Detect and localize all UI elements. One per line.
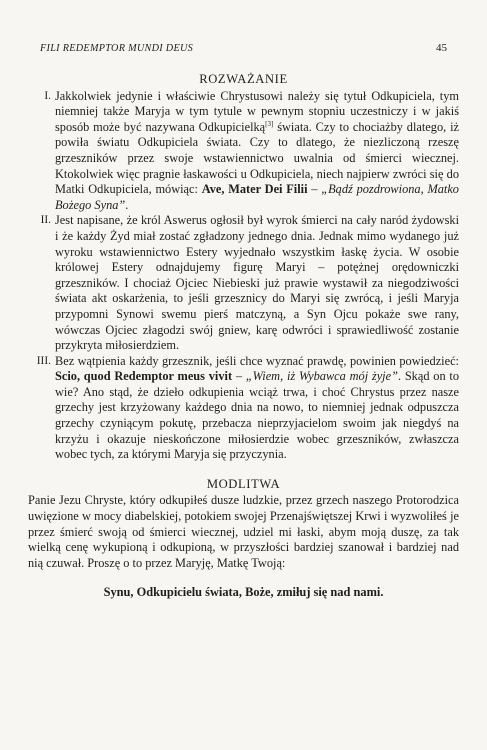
- reflection-title: ROZWAŻANIE: [199, 72, 288, 86]
- item-number: I.: [44, 89, 51, 102]
- reflection-item-2: [28, 213, 459, 353]
- text-run: Jakkolwiek jedynie i właściwie Chrystusowi należy się tytuł Odkupiciela, tym niemniej także Maryja w tym tytule w pewnym stopniu uczestniczy i w jakiś sposób może być nazywana Odkupicielką: [55, 88, 459, 134]
- text-run: Bez wątpienia każdy grzesznik, jeśli chce wyznać prawdę, powinien powiedzieć:: [55, 353, 459, 368]
- item-text: [55, 89, 459, 214]
- page-content: [28, 72, 459, 601]
- translation-phrase: „Wiem, iż Wybawca mój żyje”: [245, 369, 398, 384]
- item-text: [55, 354, 459, 463]
- text-run: –: [232, 369, 246, 384]
- prayer-text: Panie Jezu Chryste, który odkupiłeś dusze ludzkie, przez grzech naszego Protorodzica uwięzione w mocy diabelskiej, potokiem swojej Przenajświętszej Krwi i wyzwoliłeś je przez śmierć swoją od śmierci wiecznej, udziel mi łaski, abym moją duszę, za tak wielką cenę wykupioną i odkupioną, w przyszłości bardziej szanował i bardziej nad nią czuwał. Proszę o to przez Maryję, Matkę Twoją:: [28, 493, 459, 570]
- text-run: . Skąd on to wie? Ano stąd, że dzieło odkupienia wciąż trwa, i choć Chrystus przez nasze grzechy jest krzyżowany każdego dnia na nowo, to niemniej jednak odpuszcza grzechy czyniącym pokutę, przebacza nieprzyjacielom swoim jak niegdyś na krzyżu i okazuje nieskończone miłosierdzie wobec grzeszników, zwłaszcza wobec tych, za którymi Maryja się przyczynia.: [55, 369, 459, 462]
- text-run: świata. Czy to chociażby dlatego, iż powiła światu Odkupiciela świata. Czy to dlatego, że niezliczoną rzeszę grzeszników przez swoje wstawiennictwo uwalnia od śmierci wiecznej. Ktokolwiek więc pragnie łaskawości u Odkupiciela, niech najpierw zwróci się do Matki Odkupiciela, mówiąc:: [55, 119, 459, 197]
- text-run: .: [125, 197, 129, 212]
- translation-phrase: „Bądź pozdrowiona, Matko Bożego Syna”: [55, 182, 459, 212]
- item-text: Jest napisane, że król Aswerus ogłosił był wyrok śmierci na cały naród żydowski i że każdy Żyd miał zostać zgładzony jednego dnia. Jednak mimo wydanego już wyroku wstawiennictwo Estery wyjednało wszystkim łaskę życia. W osobie królowej Estery odnajdujemy figurę Maryi – potężnej orędowniczki grzeszników. I chociaż Ojciec Niebieski już prawie wystawił za niegodziwości świata akt oskarżenia, to jeśli grzesznicy do Maryi się zwrócą, i jeśli Maryja przypomni Synowi swemu pierś matczyną, a Syn Ojcu pokaże swe rany, wówczas Ojciec złagodzi swój gniew, karę odwróci i sprawiedliwość zostanie przykryta miłosierdziem.: [55, 213, 459, 353]
- prayer-invocation: Synu, Odkupicielu świata, Boże, zmiłuj się nad nami.: [103, 585, 384, 600]
- page-header: [40, 42, 447, 54]
- reflection-item-1: [28, 89, 459, 214]
- footnote-marker[interactable]: [3]: [265, 119, 274, 128]
- reflection-item-3: [28, 354, 459, 463]
- item-number: III.: [36, 354, 51, 367]
- page-number: 45: [436, 42, 447, 54]
- item-number: II.: [40, 214, 51, 227]
- text-run: –: [307, 182, 322, 197]
- latin-phrase: Scio, quod Redemptor meus vivit: [55, 369, 233, 384]
- latin-phrase: Ave, Mater Dei Filii: [201, 182, 308, 197]
- prayer-title: MODLITWA: [206, 476, 281, 491]
- running-title: FILI REDEMPTOR MUNDI DEUS: [40, 43, 194, 54]
